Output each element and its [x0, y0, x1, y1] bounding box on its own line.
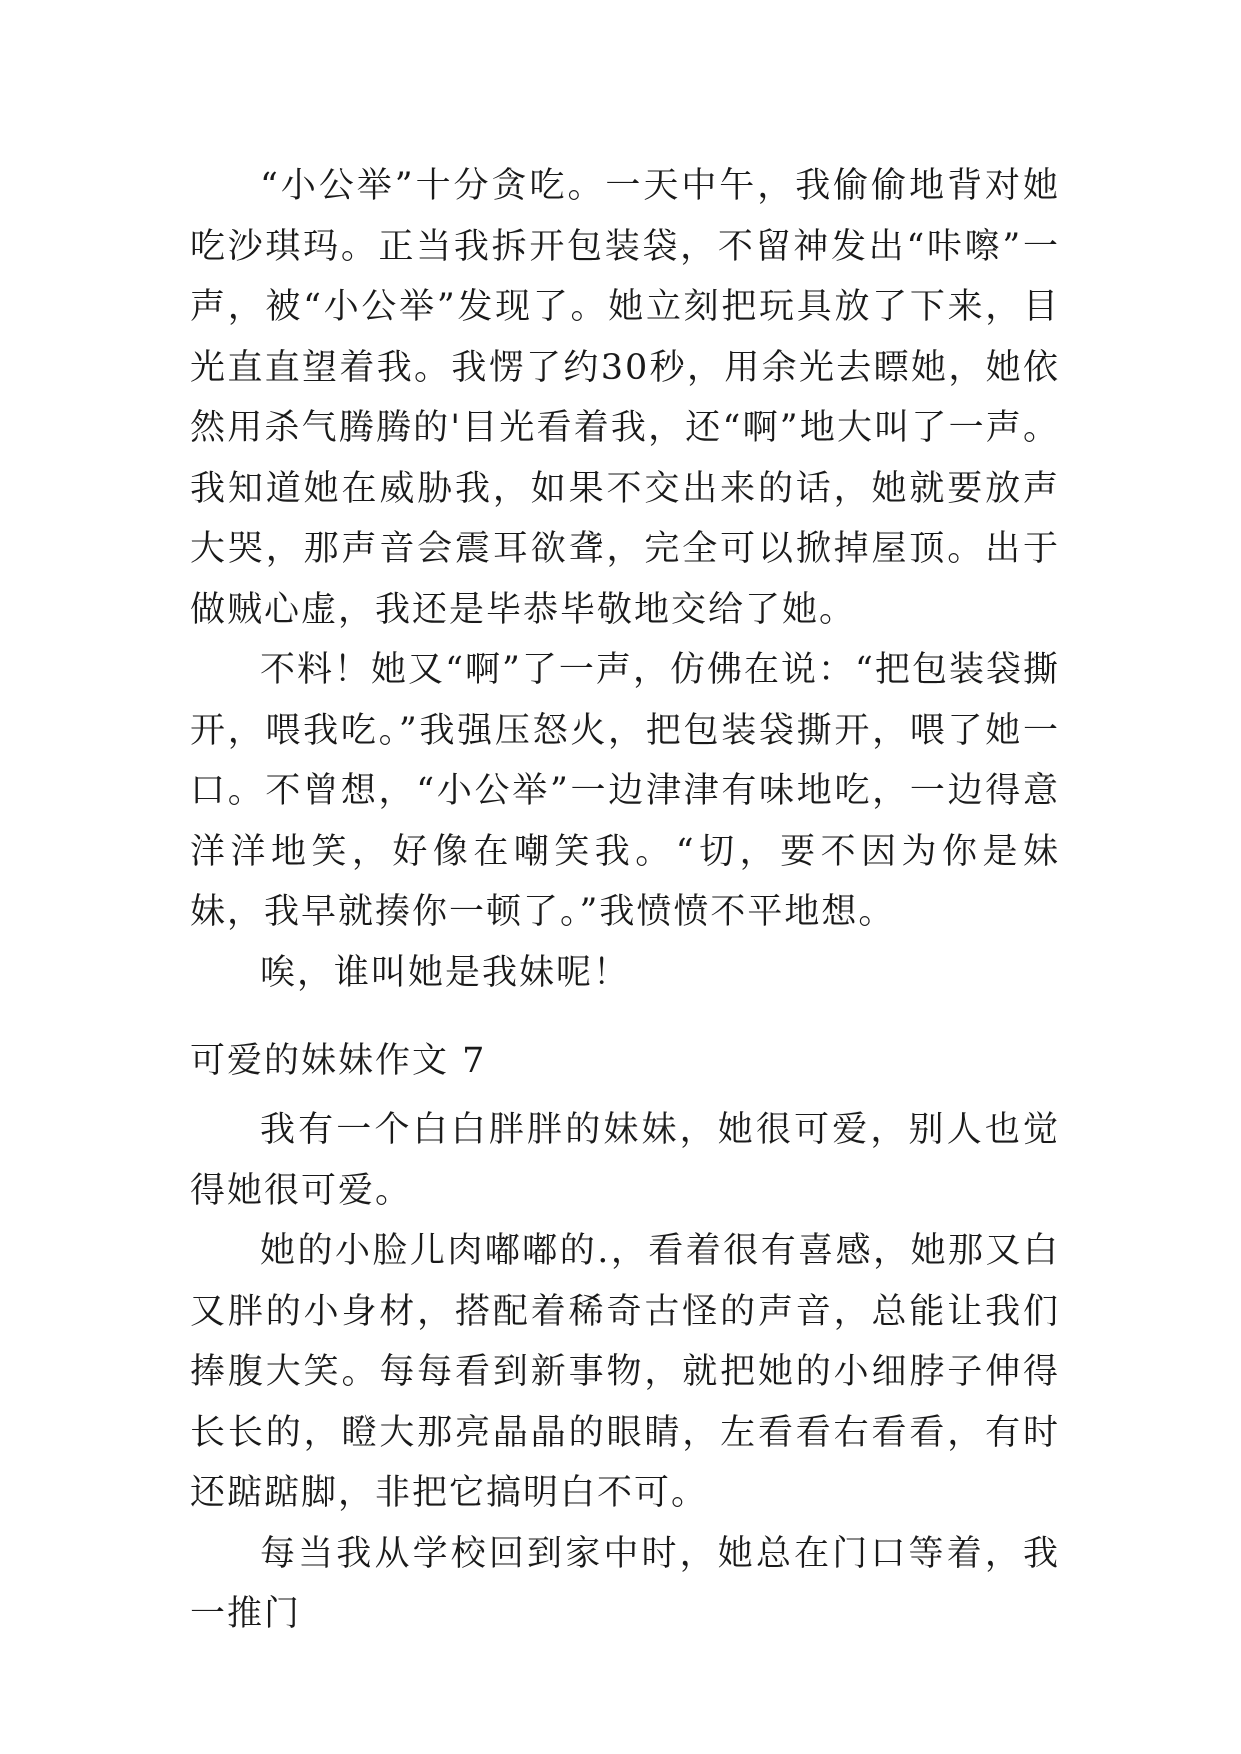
- paragraph-6: 每当我从学校回到家中时，她总在门口等着，我一推门: [190, 1533, 1060, 1634]
- paragraph-3: 唉，谁叫她是我妹呢！: [260, 952, 631, 993]
- paragraph-1: “小公举”十分贪吃。一天中午，我偷偷地背对她吃沙琪玛。正当我拆开包装袋，不留神发出“咔嚓”一声，被“小公举”发现了。她立刻把玩具放了下来，目光直直望着我。我愣了约30秒，用余光去瞟她，她依然用杀气腾腾的'目光看着我，还“啊”地大叫了一声。我知道她在威胁我，如果不交出来的话，她就要放声大哭，那声音会震耳欲聋，完全可以掀掉屋顶。出于做贼心虚，我还是毕恭毕敬地交给了她。: [190, 166, 1060, 630]
- story-section-1: [190, 156, 1060, 1003]
- essay-title: 可爱的妹妹作文 7: [190, 1041, 487, 1081]
- paragraph-4: 我有一个白白胖胖的妹妹，她很可爱，别人也觉得她很可爱。: [190, 1110, 1060, 1211]
- paragraph-5: 她的小脸儿肉嘟嘟的.，看着很有喜感，她那又白又胖的小身材，搭配着稀奇古怪的声音，总能让我们捧腹大笑。每每看到新事物，就把她的小细脖子伸得长长的，瞪大那亮晶晶的眼睛，左看看右看看，有时还踮踮脚，非把它搞明白不可。: [190, 1231, 1060, 1513]
- paragraph-2: 不料！她又“啊”了一声，仿佛在说：“把包装袋撕开，喂我吃。”我强压怒火，把包装袋撕开，喂了她一口。不曾想，“小公举”一边津津有味地吃，一边得意洋洋地笑，好像在嘲笑我。“切，要不因为你是妹妹，我早就揍你一顿了。”我愤愤不平地想。: [190, 650, 1060, 932]
- story-section-2: [190, 1100, 1060, 1645]
